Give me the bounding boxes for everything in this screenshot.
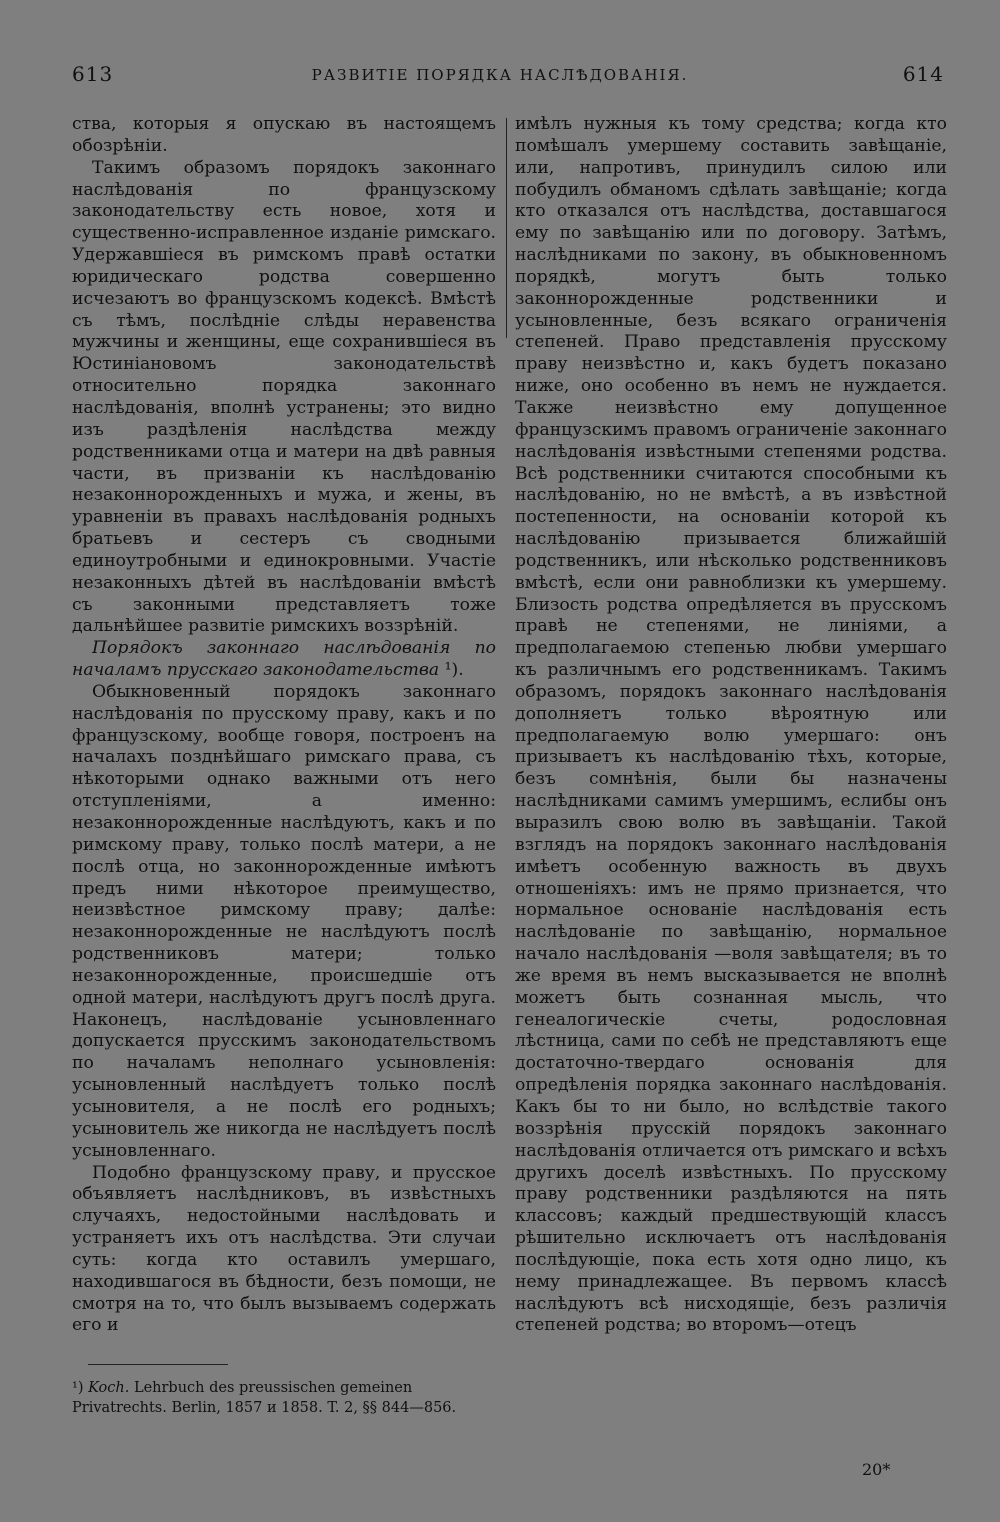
running-title: РАЗВИТІЕ ПОРЯДКА НАСЛѢДОВАНІЯ. <box>311 66 689 84</box>
section-heading-text: Порядокъ законнаго наслѣдованія по началамъ прусскаго законодательства <box>72 638 496 681</box>
printer-signature: 20* <box>862 1460 891 1479</box>
section-heading <box>72 638 496 682</box>
left-page-number: 613 <box>72 62 114 86</box>
footnote-marker: ¹) <box>72 1380 84 1396</box>
paragraph: Обыкновенный порядокъ законнаго наслѣдованія по прусскому праву, какъ и по французскому, вообще говоря, построенъ на началахъ позднѣйшаго римскаго права, съ нѣкоторыми однако важными отъ него отступленіями, а именно: незаконнорожденные наслѣдуютъ, какъ и по римскому праву, только послѣ матери, а не послѣ отца, но законнорожденные имѣютъ предъ ними нѣкоторое преимущество, неизвѣстное римскому праву; далѣе: незаконнорожденные не наслѣдуютъ послѣ родственниковъ матери; только незаконнорожденные, происшедшіе отъ одной матери, наслѣдуютъ другъ послѣ друга. Наконецъ, наслѣдованіе усыновленнаго допускается прусскимъ законодательствомъ по началамъ неполнаго усыновленія: усыновленный наслѣдуетъ только послѣ усыновителя, а не послѣ его родныхъ; усыновитель же никогда не наслѣдуетъ послѣ усыновленнаго. <box>72 681 496 1161</box>
paragraph: ства, которыя я опускаю въ настоящемъ обозрѣніи. <box>72 114 496 156</box>
paragraph: Подобно французскому праву, и прусское объявляетъ наслѣдниковъ, въ извѣстныхъ случаяхъ, недостойными наслѣдовать и устраняетъ ихъ отъ наслѣдства. Эти случаи суть: когда кто оставилъ умершаго, находившагося въ бѣдности, безъ помощи, не смотря на то, что былъ вызываемъ содержать его и <box>72 1162 496 1336</box>
footnote-rule <box>88 1364 228 1365</box>
right-column <box>515 114 947 1337</box>
column-divider <box>506 118 507 338</box>
paragraph: имѣлъ нужныя къ тому средства; когда кто помѣшалъ умершему составить завѣщаніе, или, напротивъ, принудилъ силою или побудилъ обманомъ сдѣлать завѣщаніе; когда кто отказался отъ наслѣдства, доставшагося ему по завѣщанію или по договору. Затѣмъ, наслѣдниками по закону, въ обыкновенномъ порядкѣ, могутъ быть только законнорожденные родственники и усыновленные, безъ всякаго ограниченія степеней. Право представленія прусскому праву неизвѣстно и, какъ будетъ показано ниже, оно особенно въ немъ не нуждается. Также неизвѣстно ему допущенное французскимъ правомъ ограниченіе законнаго наслѣдованія извѣстными степенями родства. Всѣ родственники считаются способными къ наслѣдованію, но не вмѣстѣ, а въ извѣстной постепенности, на основаніи которой къ наслѣдованію призывается ближайшій родственникъ, или нѣсколько родственниковъ вмѣстѣ, если они равноблизки къ умершему. Близость родства опредѣляется въ прусскомъ правѣ не степенями, не линіями, а предполагаемою степенью любви умершаго къ различнымъ его родственникамъ. Такимъ образомъ, порядокъ законнаго наслѣдованія дополняетъ только вѣроятную или предполагаемую волю умершаго: онъ призываетъ къ наслѣдованію тѣхъ, которые, безъ сомнѣнія, были бы назначены наслѣдниками самимъ умершимъ, еслибы онъ выразилъ свою волю въ завѣщаніи. Такой взглядъ на порядокъ законнаго наслѣдованія имѣетъ особенную важность въ двухъ отношеніяхъ: имъ не прямо признается, что нормальное основаніе наслѣдованія есть наслѣдованіе по завѣщанію, нормальное начало наслѣдованія —воля завѣщателя; въ то же время въ немъ высказывается не вполнѣ можетъ быть сознанная мысль, что генеалогическіе счеты, родословная лѣстница, сами по себѣ не представляютъ еще достаточно-твердаго основанія для опредѣленія порядка законнаго наслѣдованія. Какъ бы то ни было, но вслѣдствіе такого воззрѣнія прусскій порядокъ законнаго наслѣдованія отличается отъ римскаго и всѣхъ другихъ доселѣ извѣстныхъ. По прусскому праву родственники раздѣляются на пять классовъ; каждый предшествующій классъ рѣшительно исключаетъ отъ наслѣдованія послѣдующіе, пока есть хотя одно лицо, къ нему принадлежащее. Въ первомъ классѣ наслѣдуютъ всѣ нисходящіе, безъ различія степеней родства; во второмъ—отецъ <box>515 114 947 1336</box>
footnote-ref: ¹). <box>439 660 464 681</box>
footnote-author: Koch. <box>88 1380 130 1396</box>
paragraph: Такимъ образомъ порядокъ законнаго наслѣдованія по французскому законодательству есть новое, хотя и существенно-исправленное изданіе римскаго. Удержавшіеся въ римскомъ правѣ остатки юридическаго родства совершенно исчезаютъ во французскомъ кодексѣ. Вмѣстѣ съ тѣмъ, послѣдніе слѣды неравенства мужчины и женщины, еще сохранившіеся въ Юстиніановомъ законодательствѣ относительно порядка законнаго наслѣдованія, вполнѣ устранены; это видно изъ раздѣленія наслѣдства между родственниками отца и матери на двѣ равныя части, въ призваніи къ наслѣдованію незаконнорожденныхъ и мужа, и жены, въ уравненіи въ правахъ наслѣдованія родныхъ братьевъ и сестеръ съ сводными единоутробными и единокровными. Участіе незаконныхъ дѣтей въ наслѣдованіи вмѣстѣ съ законными представляетъ тоже дальнѣйшее развитіе римскихъ воззрѣній. <box>72 157 496 637</box>
right-page-number: 614 <box>902 62 944 86</box>
left-column <box>72 114 496 1337</box>
footnote-text: Lehrbuch des preussischen gemeinen Privatrechts. Berlin, 1857 и 1858. T. 2, §§ 844—856. <box>72 1380 457 1416</box>
footnote <box>72 1378 496 1418</box>
